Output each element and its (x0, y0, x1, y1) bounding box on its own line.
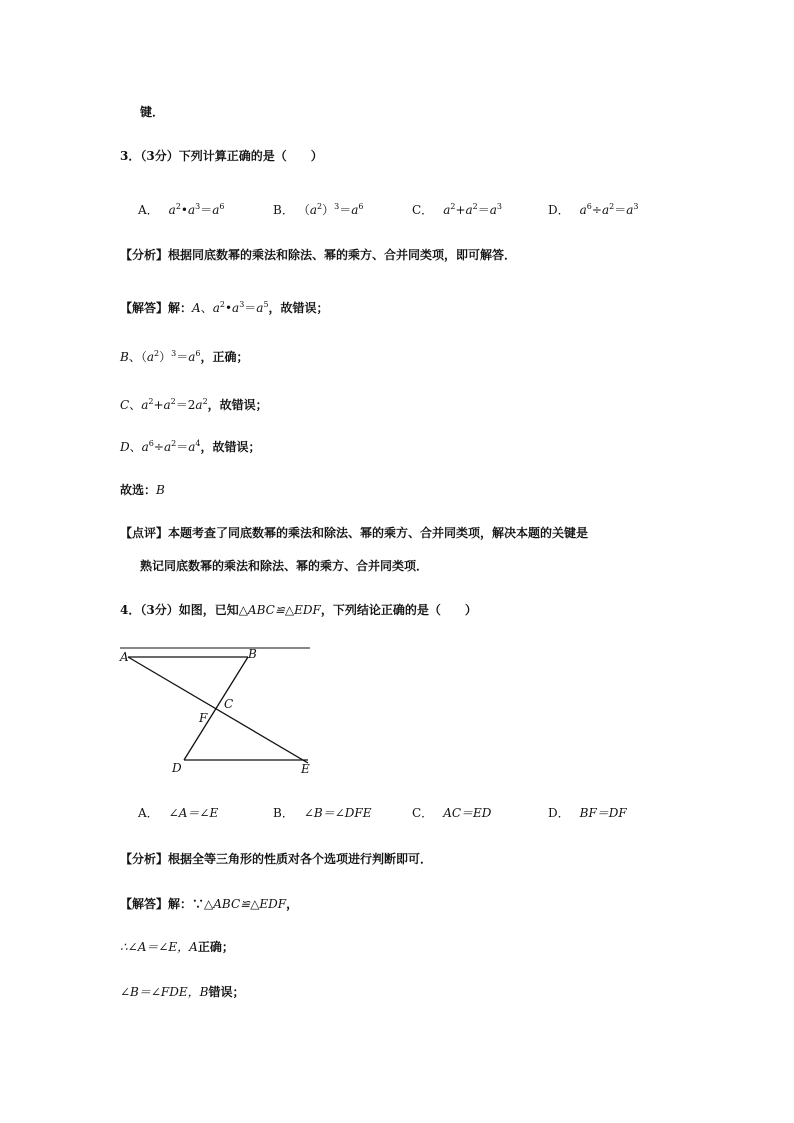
congruent-triangles-figure (118, 642, 318, 777)
q3-option-c: C． $a^2+a^2=a^3$ (412, 202, 503, 217)
q3-option-a: A． $a^2•a^3=a^6$ (138, 202, 225, 217)
q4-analysis: 【分析】根据全等三角形的性质对各个选项进行判断即可． (120, 852, 433, 866)
q4-solution-line-1: 【解答】解：∵△ABC≌△EDF， (120, 897, 299, 911)
point-label-d: D (172, 761, 182, 775)
q3-solution-c: C、$a^2+a^2=2a^2$，故错误； (120, 397, 268, 412)
q3-solution-a: 【解答】解：A、$a^2•a^3=a^5$，故错误； (120, 300, 329, 315)
q3-choice: 故选：B (120, 483, 165, 497)
segment-ae (128, 657, 308, 763)
q3-solution-d: D、$a^6\div a^2=a^4$，故错误； (120, 439, 261, 454)
q4-solution-line-3: ∠B＝∠FDE，B错误； (120, 985, 245, 999)
q4-option-c: C． AC＝ED (412, 806, 492, 820)
question-3-stem: 3．（3分）下列计算正确的是（ ） (120, 149, 323, 163)
q3-comment-line-1: 【点评】本题考查了同底数幂的乘法和除法、幂的乘方、合并同类项，解决本题的关键是 (120, 526, 589, 540)
q4-option-d: D． BF＝DF (548, 806, 627, 820)
q3-comment-line-2: 熟记同底数幂的乘法和除法、幂的乘方、合并同类项． (140, 559, 429, 573)
point-label-b: B (248, 647, 257, 661)
q4-option-a: A． ∠A＝∠E (138, 806, 219, 820)
point-label-e: E (301, 762, 310, 776)
point-label-a: A (120, 650, 129, 664)
q3-solution-b: B、$(a^2)^3=a^6$，正确； (120, 349, 249, 364)
segment-bd (184, 657, 248, 760)
q4-option-b: B． ∠B＝∠DFE (273, 806, 372, 820)
q3-analysis: 【分析】根据同底数幂的乘法和除法、幂的乘方、合并同类项，即可解答． (120, 248, 517, 262)
question-4-stem: 4．（3分）如图，已知△ABC≌△EDF，下列结论正确的是（ ） (120, 603, 477, 617)
q3-option-b: B． $(a^2)^3=a^6$ (273, 202, 364, 217)
q3-option-d: D． $a^6\div a^2=a^3$ (548, 202, 639, 217)
continuation-text: 键． (140, 105, 165, 119)
point-label-c: C (224, 697, 234, 711)
point-label-f: F (199, 711, 208, 725)
q4-solution-line-2: ∴∠A＝∠E，A正确； (120, 940, 234, 954)
